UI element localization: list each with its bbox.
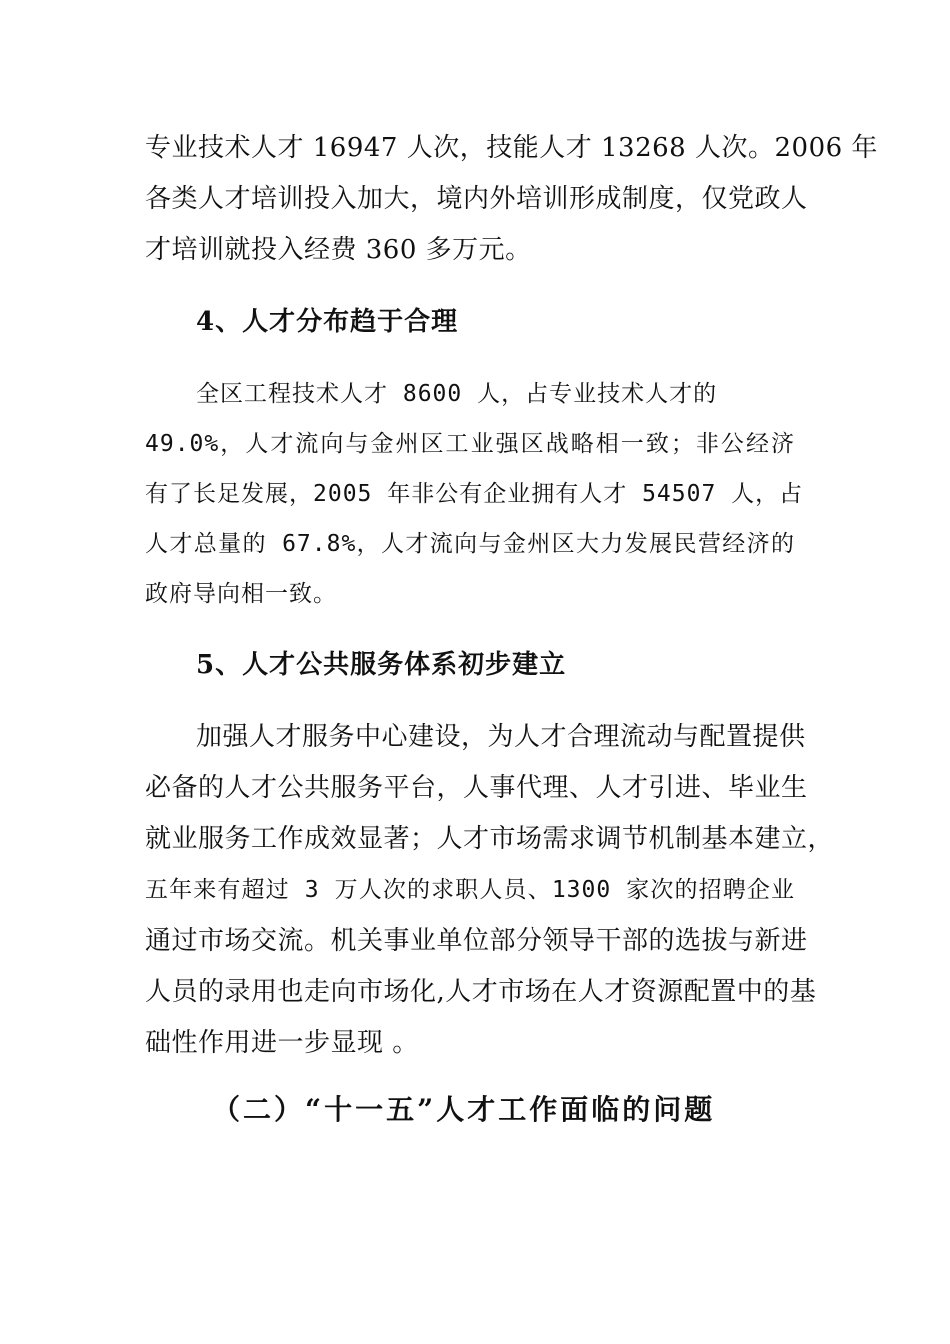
paragraph-3-line-3: 就业服务工作成效显著；人才市场需求调节机制基本建立，: [145, 824, 835, 854]
paragraph-1-line-3: 才培训就投入经费 360 多万元。: [145, 235, 532, 265]
paragraph-3-line-1: 加强人才服务中心建设，为人才合理流动与配置提供: [196, 722, 806, 752]
paragraph-2-line-2: 49.0%，人才流向与金州区工业强区战略相一致；非公经济: [145, 431, 795, 457]
paragraph-3-line-5: 通过市场交流。机关事业单位部分领导干部的选拔与新进: [145, 926, 808, 956]
paragraph-2-line-5: 政府导向相一致。: [145, 581, 337, 607]
paragraph-2-line-3: 有了长足发展，2005 年非公有企业拥有人才 54507 人，占: [145, 481, 804, 507]
heading-5: 5、人才公共服务体系初步建立: [196, 650, 567, 680]
paragraph-3-line-6: 人员的录用也走向市场化,人才市场在人才资源配置中的基: [145, 977, 817, 1007]
paragraph-3-line-4: 五年来有超过 3 万人次的求职人员、1300 家次的招聘企业: [145, 877, 795, 903]
paragraph-1-line-1: 专业技术人才 16947 人次，技能人才 13268 人次。2006 年: [145, 133, 878, 163]
paragraph-2-line-4: 人才总量的 67.8%，人才流向与金州区大力发展民营经济的: [145, 531, 795, 557]
paragraph-2-line-1: 全区工程技术人才 8600 人，占专业技术人才的: [196, 381, 718, 407]
section-2-heading: （二）“十一五”人才工作面临的问题: [212, 1093, 716, 1126]
paragraph-3-line-2: 必备的人才公共服务平台，人事代理、人才引进、毕业生: [145, 773, 808, 803]
paragraph-3-line-7: 础性作用进一步显现 。: [145, 1028, 419, 1058]
heading-4: 4、人才分布趋于合理: [196, 307, 459, 337]
paragraph-1-line-2: 各类人才培训投入加大，境内外培训形成制度，仅党政人: [145, 184, 808, 214]
